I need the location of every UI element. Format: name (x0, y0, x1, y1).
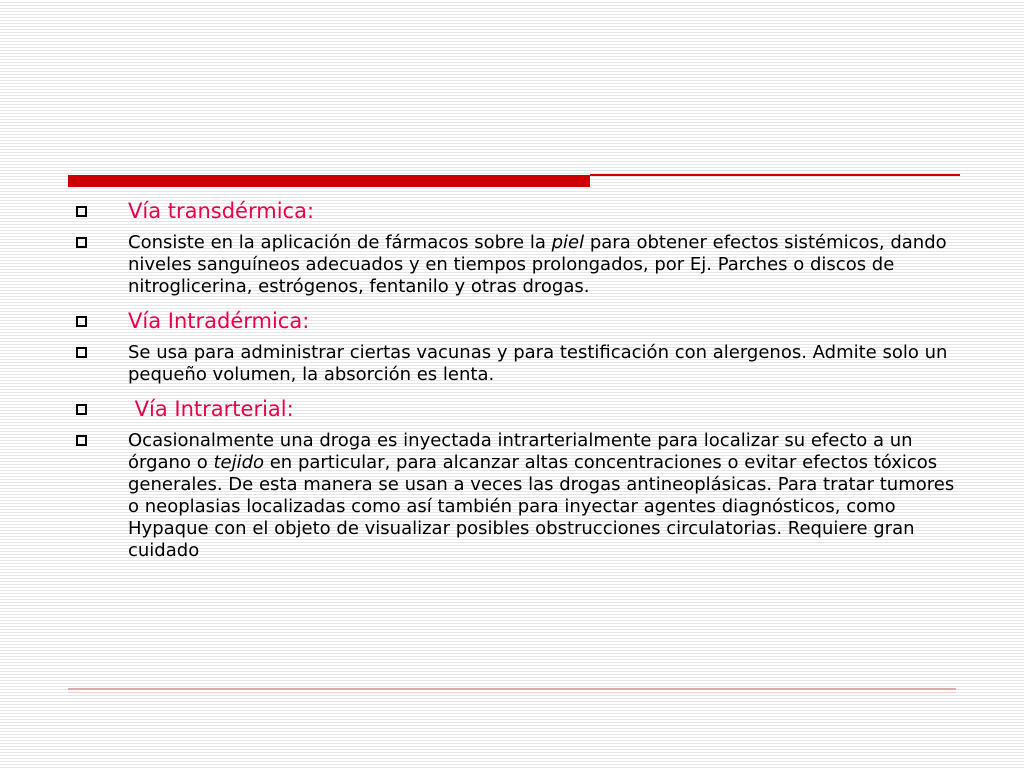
paragraph-text: en particular, para alcanzar altas concentraciones o evitar efectos tóxicos generales. De esta manera se usan a veces las drogas antineoplásicas. Para tratar tumores o neoplasias localizadas como así también para inyectar agentes diagnósticos, como Hypaque con el objeto de visualizar posibles obstrucciones circulatorias. Requiere gran cuidado (128, 452, 955, 561)
heading-text: Vía Intradérmica: (128, 309, 310, 333)
heading-text: Vía Intrarterial: (128, 397, 294, 421)
emphasis-text: piel (551, 232, 585, 253)
paragraph-text: Se usa para administrar ciertas vacunas y para testificación con alergenos. Admite solo un pequeño volumen, la absorción es lenta. (128, 342, 948, 385)
paragraph-transdermal (74, 232, 964, 298)
paragraph-intradermal (74, 342, 964, 386)
paragraph-text: para obtener efectos sistémicos, dando niveles sanguíneos adecuados y en tiempos prolongados, por Ej. Parches o discos de nitroglicerina, estrógenos, fentanilo y otras drogas. (128, 232, 947, 297)
heading-intradermal (74, 308, 964, 334)
header-accent-bar (68, 175, 590, 187)
footer-divider-line-secondary (68, 692, 956, 693)
footer-divider-line (68, 688, 956, 690)
square-bullet-icon (76, 435, 87, 446)
square-bullet-icon (76, 237, 87, 248)
square-bullet-icon (76, 347, 87, 358)
heading-intraarterial (74, 396, 964, 422)
emphasis-text: tejido (213, 452, 265, 473)
square-bullet-icon (76, 316, 87, 327)
slide-content (74, 198, 964, 562)
paragraph-text: Ocasionalmente una droga es inyectada intrarterialmente para localizar su efecto a un órgano o (128, 430, 913, 473)
square-bullet-icon (76, 206, 87, 217)
heading-text: Vía transdérmica: (128, 199, 315, 223)
paragraph-intraarterial (74, 430, 964, 562)
paragraph-text: Consiste en la aplicación de fármacos sobre la (128, 232, 552, 253)
heading-transdermal (74, 198, 964, 224)
square-bullet-icon (76, 404, 87, 415)
header-accent-line (590, 174, 960, 176)
